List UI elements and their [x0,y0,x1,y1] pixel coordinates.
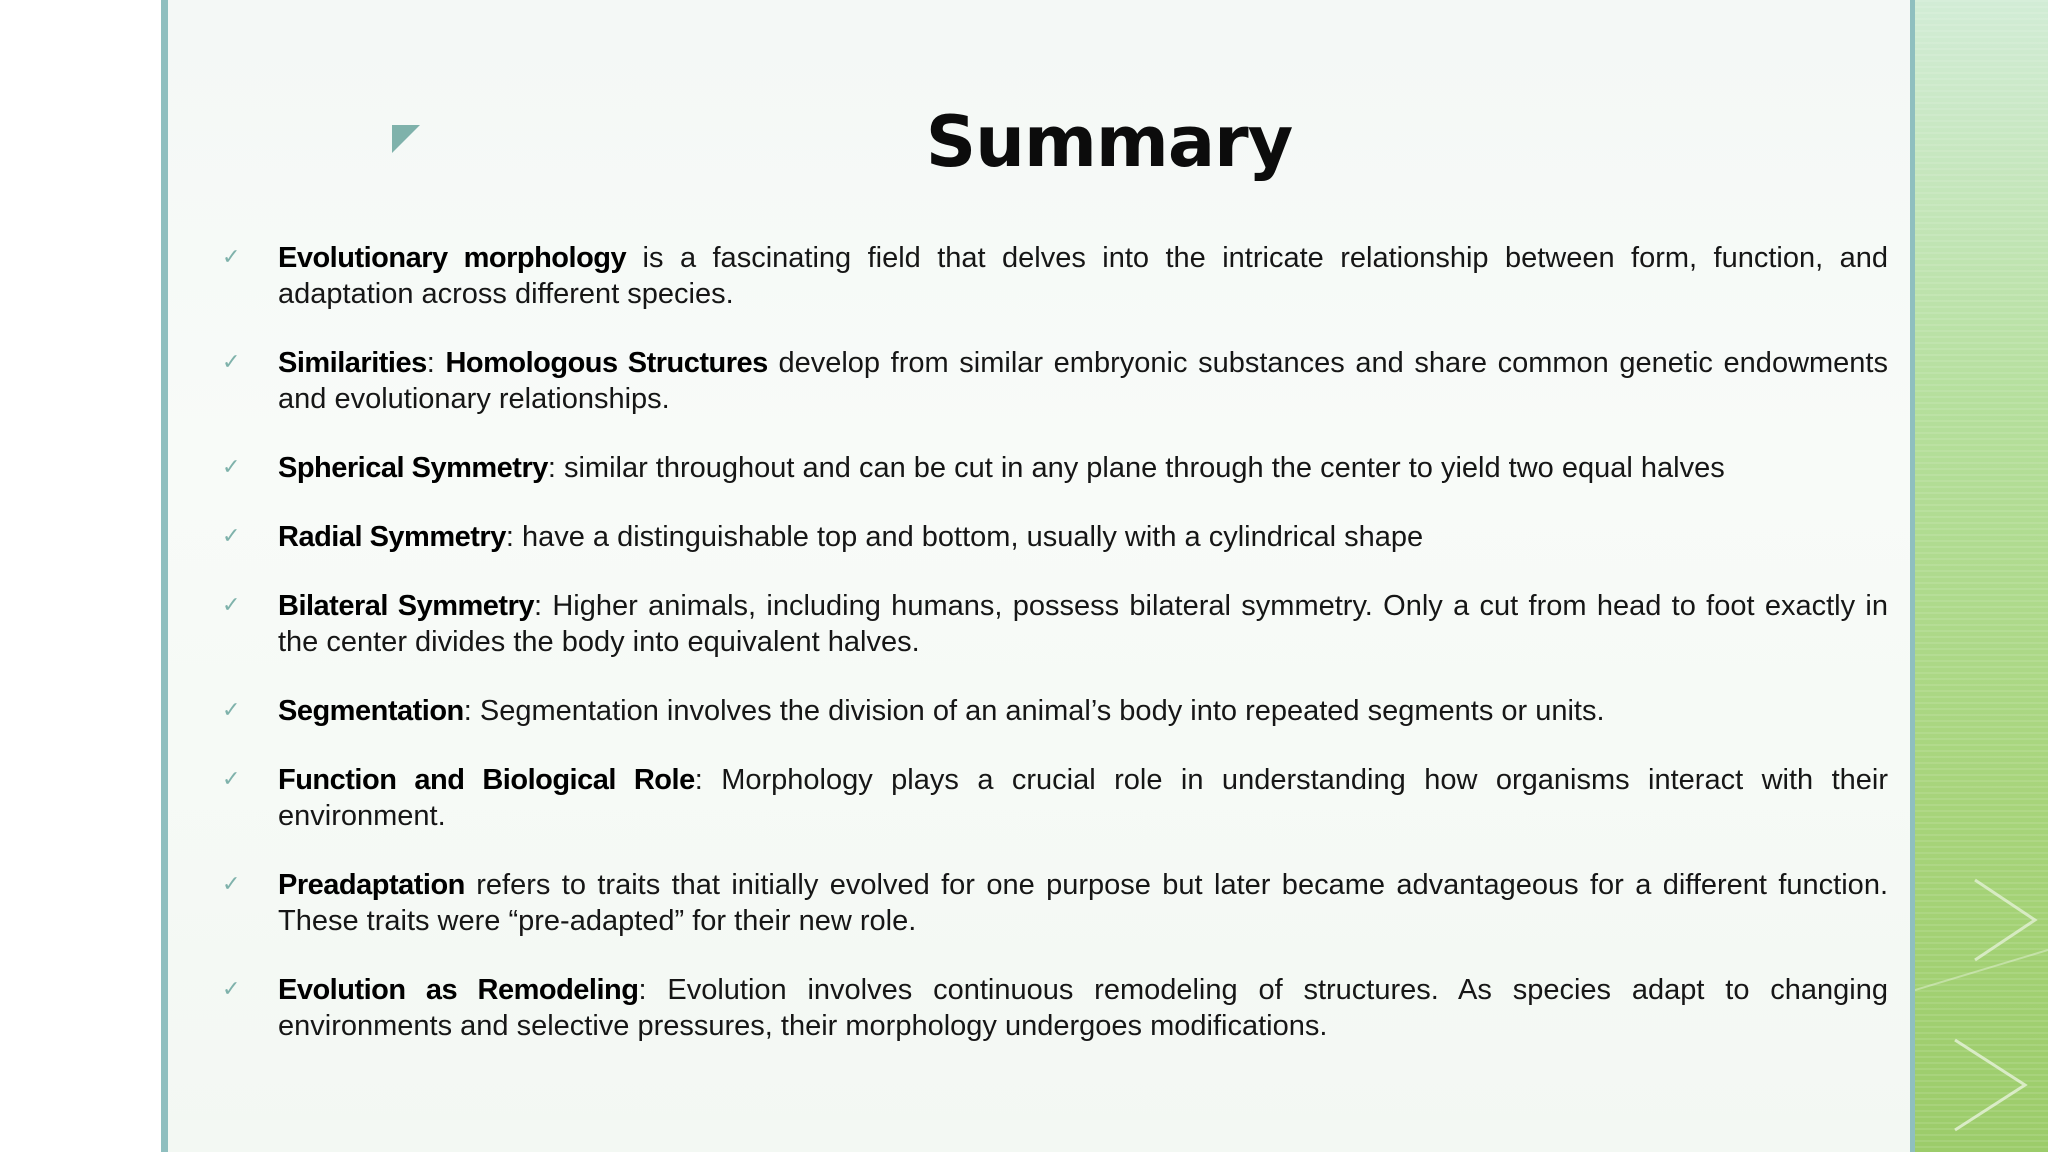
bullet-term: Evolutionary morphology [278,242,627,274]
checkmark-icon: ✓ [222,698,241,723]
bullet-subterm: Homologous Structures [445,347,768,379]
bullet-description: : Higher animals, including humans, possess bilateral symmetry. Only a cut from head to foot exactly in the center divides the body into equivalent halves. [278,590,1888,658]
list-item [222,345,1888,417]
bullet-description: : have a distinguishable top and bottom, usually with a cylindrical shape [505,521,1424,553]
bullet-term: Evolution as Remodeling [278,974,639,1006]
bullet-term: Segmentation [278,695,464,727]
bullet-text [278,867,1888,939]
list-item [222,762,1888,834]
list-item [222,588,1888,660]
bullet-text [278,762,1888,834]
bullet-description: develop from similar embryonic substances and share common genetic endowments and evolutionary relationships. [278,347,1888,415]
bullet-description: refers to traits that initially evolved for one purpose but later became advantageous for a different function. These traits were “pre-adapted” for their new role. [278,869,1888,937]
list-item [222,693,1888,729]
bullet-separator: : [426,347,446,379]
left-border-bar [161,0,168,1152]
bullet-term: Spherical Symmetry [278,452,548,484]
checkmark-icon: ✓ [222,872,241,897]
checkmark-icon: ✓ [222,455,241,480]
bullet-term: Preadaptation [278,869,465,901]
list-item [222,519,1888,555]
slide-title: Summary [925,101,1293,183]
checkmark-icon: ✓ [222,767,241,792]
bullet-list [222,240,1888,1077]
bullet-text [278,588,1888,660]
bullet-text [278,972,1888,1044]
list-item [222,450,1888,486]
checkmark-icon: ✓ [222,350,241,375]
bullet-text [278,345,1888,417]
bullet-description: : Morphology plays a crucial role in understanding how organisms interact with their environment. [278,764,1889,832]
bullet-text [278,519,1888,555]
bullet-term: Similarities [278,347,427,379]
list-item [222,240,1888,312]
bullet-term: Radial Symmetry [278,521,506,553]
list-item [222,972,1888,1044]
chevron-decoration-icon [1915,860,2048,1152]
checkmark-icon: ✓ [222,977,241,1002]
list-item [222,867,1888,939]
bullet-text [278,450,1888,486]
checkmark-icon: ✓ [222,593,241,618]
bullet-description: is a fascinating field that delves into the intricate relationship between form, function, and adaptation across different species. [278,242,1888,310]
bullet-description: : similar throughout and can be cut in any plane through the center to yield two equal halves [547,452,1725,484]
bullet-text [278,693,1888,729]
checkmark-icon: ✓ [222,245,241,270]
bullet-description: : Segmentation involves the division of an animal’s body into repeated segments or units. [463,695,1605,727]
checkmark-icon: ✓ [222,524,241,549]
bullet-text [278,240,1888,312]
bullet-description: : Evolution involves continuous remodeling of structures. As species adapt to changing environments and selective pressures, their morphology undergoes modifications. [278,974,1888,1042]
bullet-term: Function and Biological Role [278,764,695,796]
bullet-term: Bilateral Symmetry [278,590,534,622]
